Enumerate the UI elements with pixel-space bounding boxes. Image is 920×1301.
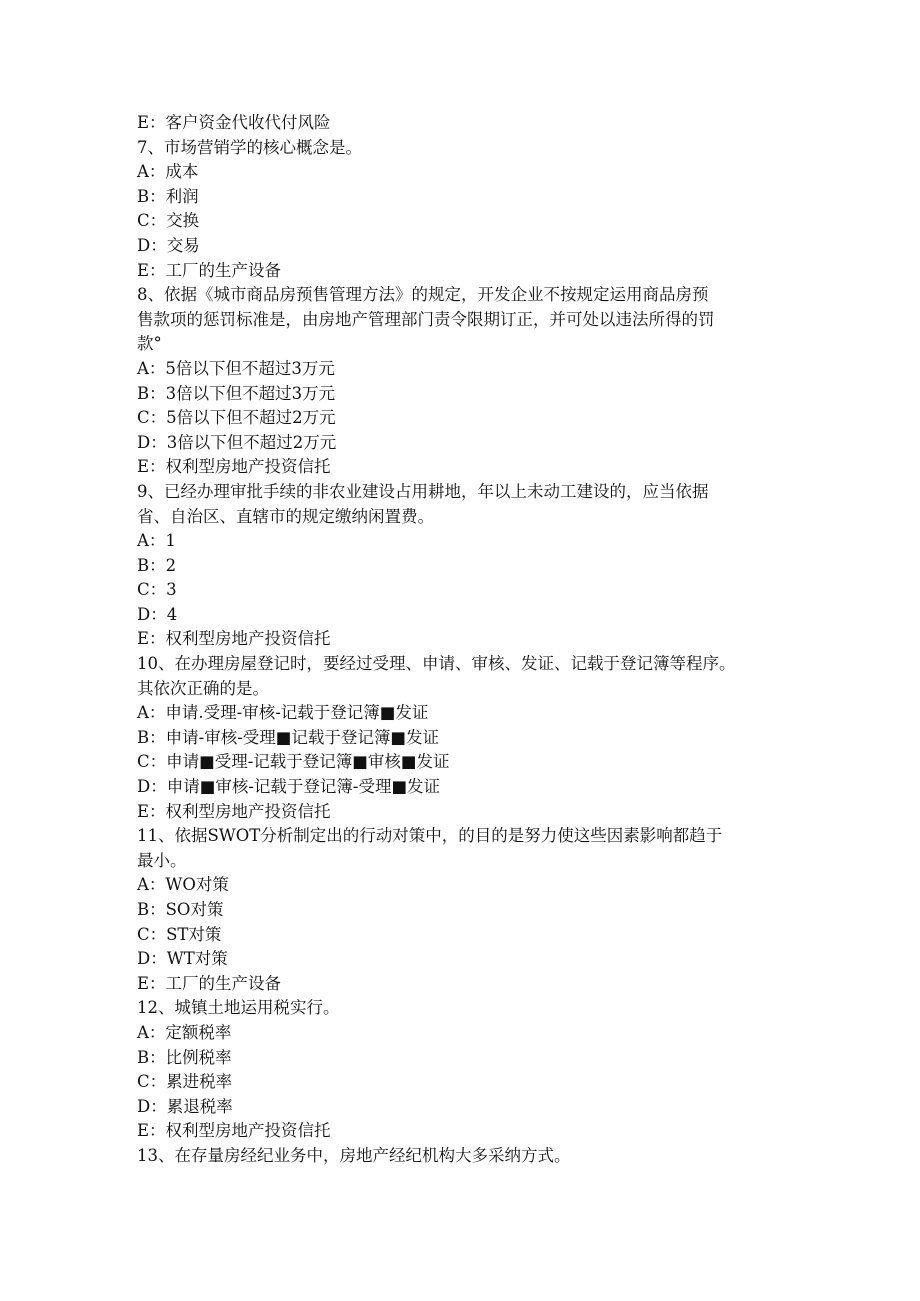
option-line: A：定额税率 xyxy=(137,1022,232,1042)
question-line: 9、已经办理审批手续的非农业建设占用耕地，年以上未动工建设的，应当依据 xyxy=(137,481,709,501)
document-page xyxy=(137,111,787,1169)
option-line: A：WO对策 xyxy=(137,875,229,895)
option-line: B：利润 xyxy=(137,186,199,206)
option-line: B：申请-审核-受理■记载于登记簿■发证 xyxy=(137,727,439,747)
question-line: 12、城镇土地运用税实行。 xyxy=(137,998,340,1018)
question-line: 最小。 xyxy=(137,850,187,870)
option-line: E：工厂的生产设备 xyxy=(137,260,282,280)
option-line: B：SO对策 xyxy=(137,900,224,919)
question-line: 8、依据《城市商品房预售管理方法》的规定，开发企业不按规定运用商品房预 xyxy=(137,285,709,305)
question-line: 13、在存量房经纪业务中，房地产经纪机构大多采纳方式。 xyxy=(137,1145,571,1165)
option-line: C：交换 xyxy=(137,211,200,231)
question-line: 其依次正确的是。 xyxy=(137,678,269,698)
option-line: B：2 xyxy=(137,555,177,575)
option-line: E：权利型房地产投资信托 xyxy=(137,1121,331,1141)
option-line: A：申请.受理-审核-记载于登记簿■发证 xyxy=(137,703,429,723)
option-line: C：5倍以下但不超过2万元 xyxy=(137,408,336,428)
option-line: E：权利型房地产投资信托 xyxy=(137,801,331,821)
option-line: D：交易 xyxy=(137,235,200,255)
option-line: B：3倍以下但不超过3万元 xyxy=(137,383,336,403)
option-line: A：成本 xyxy=(137,162,199,182)
option-line: E：客户资金代收代付风险 xyxy=(137,113,331,132)
question-line: 省、自治区、直辖市的规定缴纳闲置费。 xyxy=(137,506,434,526)
option-line: C：申请■受理-记载于登记簿■审核■发证 xyxy=(137,752,450,772)
option-line: D：申请■审核-记载于登记簿-受理■发证 xyxy=(137,777,441,797)
option-line: A：1 xyxy=(137,531,176,551)
option-line: E：权利型房地产投资信托 xyxy=(137,629,331,649)
option-line: A：5倍以下但不超过3万元 xyxy=(137,358,335,378)
option-line: D：4 xyxy=(137,604,178,624)
option-line: E：权利型房地产投资信托 xyxy=(137,457,331,477)
question-line: 售款项的惩罚标准是，由房地产管理部门责令限期订正，并可处以违法所得的罚 xyxy=(137,309,715,329)
option-line: C：ST对策 xyxy=(137,924,222,944)
option-line: E：工厂的生产设备 xyxy=(137,973,282,993)
option-line: C：3 xyxy=(137,580,177,600)
option-line: C：累进税率 xyxy=(137,1072,233,1092)
option-line: D：3倍以下但不超过2万元 xyxy=(137,432,337,452)
question-line: 7、市场营销学的核心概念是。 xyxy=(137,137,362,157)
question-line: 10、在办理房屋登记时，要经过受理、申请、审核、发证、记载于登记簿等程序。 xyxy=(137,654,736,674)
option-line: D：WT对策 xyxy=(137,949,228,969)
question-line: 款° xyxy=(137,334,162,354)
question-line: 11、依据SWOT分析制定出的行动对策中，的目的是努力使这些因素影响都趋于 xyxy=(137,826,723,846)
option-line: D：累退税率 xyxy=(137,1096,233,1116)
option-line: B：比例税率 xyxy=(137,1047,232,1067)
